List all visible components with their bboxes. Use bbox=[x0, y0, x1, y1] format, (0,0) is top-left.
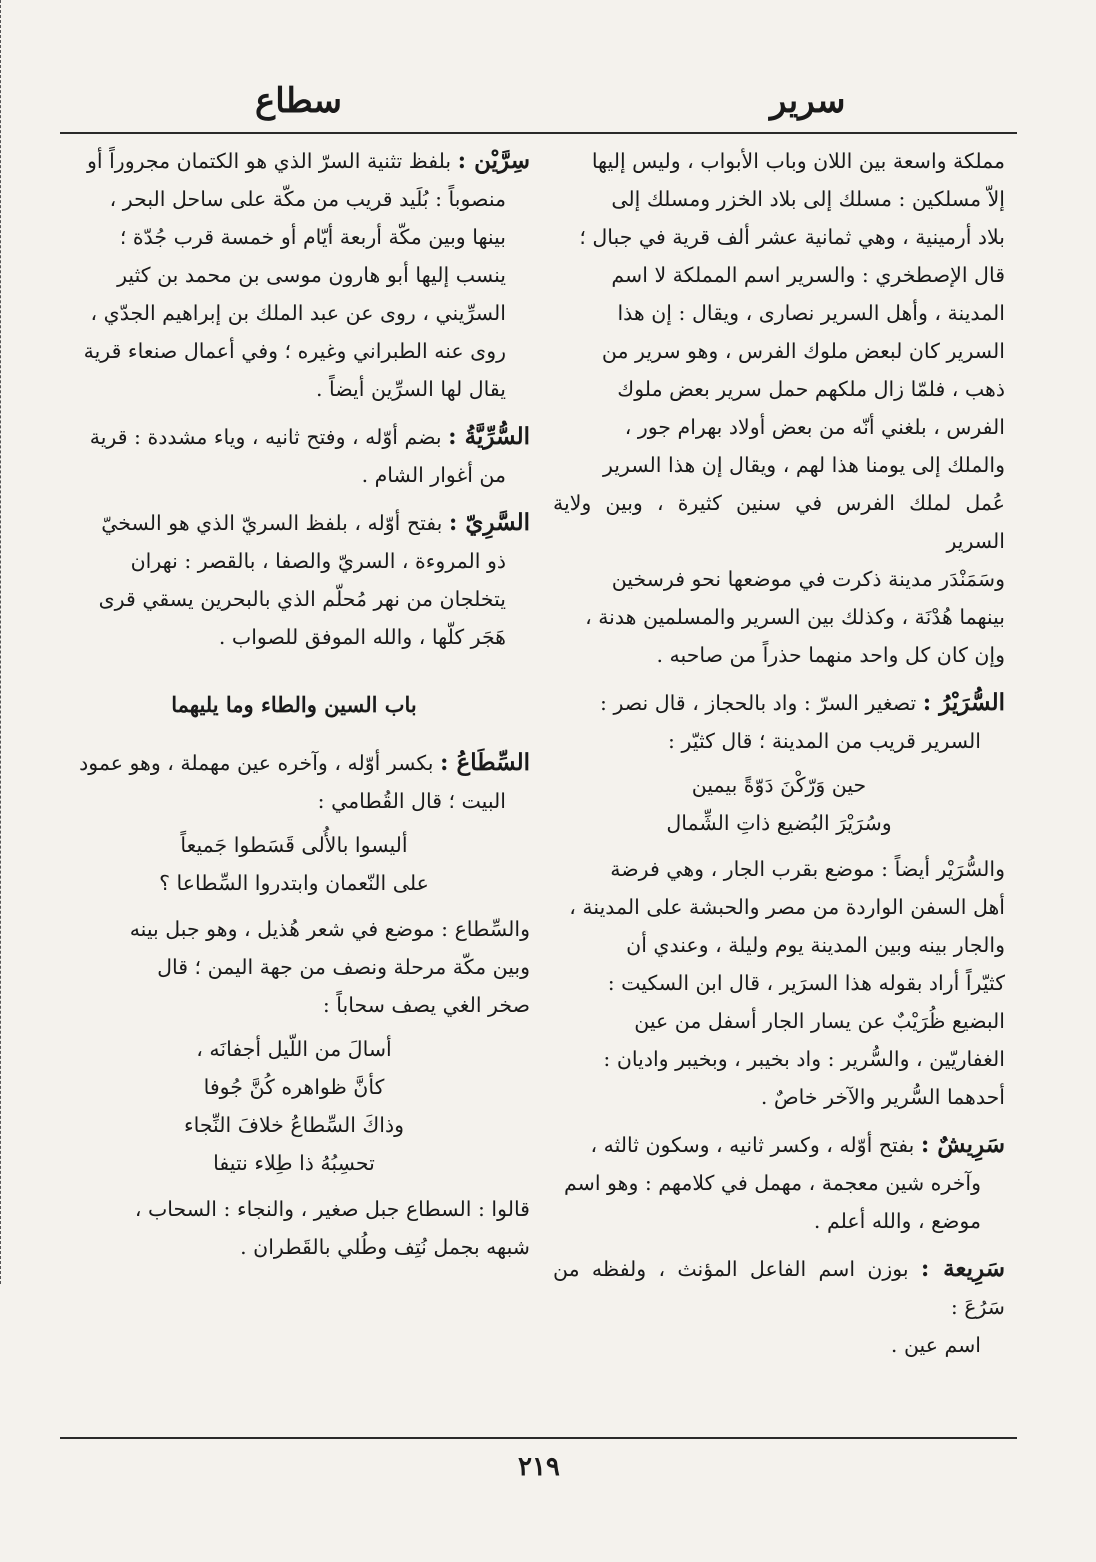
verse-line: أسالَ من اللّيل أجفانَه ، bbox=[196, 1037, 392, 1061]
text-line: والسِّطاع : موضع في شعر هُذيل ، وهو جبل بينه bbox=[129, 917, 530, 941]
verse-line: وذاكَ السِّطاعُ خلافَ النِّجاء bbox=[183, 1113, 405, 1137]
verse bbox=[58, 826, 530, 902]
text-line: قالوا : السطاع جبل صغير ، والنجاء : السحاب ، bbox=[134, 1197, 530, 1221]
text-line: بلفظ تثنية السرّ الذي هو الكتمان مجروراً أو bbox=[86, 149, 452, 173]
entry-sarir-continued bbox=[553, 142, 1005, 674]
text-line: موضع ، والله أعلم . bbox=[813, 1209, 981, 1233]
text-line: بفتح أوّله ، وكسر ثانيه ، وسكون ثالثه ، bbox=[590, 1133, 915, 1157]
text-line: وسَمَنْدَر مدينة ذكرت في موضعها نحو فرسخين bbox=[611, 567, 1005, 591]
entry-suraiyr bbox=[553, 684, 1005, 1116]
text-line: عُمل لملك الفرس في سنين كثيرة ، وبين ولاية السرير bbox=[553, 491, 1005, 553]
text-line: السرير قريب من المدينة ؛ قال كثيّر : bbox=[668, 729, 981, 753]
text-line: والسُّرَيْر أيضاً : موضع بقرب الجار ، وهي فرضة bbox=[610, 857, 1005, 881]
text-line: بكسر أوّله ، وآخره عين مهملة ، وهو عمود bbox=[79, 751, 434, 775]
verse-line: وسُرَيْرَ البُضيع ذاتِ الشِّمال bbox=[666, 811, 892, 835]
column-divider bbox=[0, 0, 1, 1284]
text-line: بلاد أرمينية ، وهي ثمانية عشر ألف قرية في جبال ؛ bbox=[579, 225, 1005, 249]
entry-first-line bbox=[553, 684, 1005, 722]
text-line: وإن كان كل واحد منهما حذراً من صاحبه . bbox=[656, 643, 1005, 667]
text-line: ذهب ، فلمّا زال ملكهم حمل سرير بعض ملوك bbox=[617, 377, 1005, 401]
verse bbox=[58, 1030, 530, 1182]
text-line: بفتح أوّله ، بلفظ السريّ الذي هو السخيّ bbox=[101, 511, 443, 535]
text-line: البضيع ظُرَيْبٌ عن يسار الجار أسفل من عين bbox=[634, 1009, 1005, 1033]
text-line: قال الإصطخري : والسرير اسم المملكة لا اسم bbox=[611, 263, 1005, 287]
text-line: يتخلجان من نهر مُحلّم الذي بالبحرين يسقي قرى bbox=[98, 587, 506, 611]
verse-line: أليسوا بالأُلى قَسَطوا جَميعاً bbox=[180, 833, 408, 857]
text-line: أهل السفن الواردة من مصر والحبشة على المدينة ، bbox=[569, 895, 1005, 919]
verse-line: حين وَرّكْنَ دَوّةً بيمين bbox=[691, 773, 867, 797]
text-line: الغفاريّين ، والسُّرير : واد بخيبر ، وبخيبر واديان : bbox=[603, 1047, 1005, 1071]
entry-first-line bbox=[553, 1250, 1005, 1326]
text-line: كثيّراً أراد بقوله هذا السرَير ، قال ابن السكيت : bbox=[607, 971, 1005, 995]
text-line: صخر الغي يصف سحاباً : bbox=[322, 993, 530, 1017]
headword: سَرِيشٌ : bbox=[920, 1131, 1005, 1158]
headword: السِّطَاعُ : bbox=[439, 749, 530, 776]
text-line: يقال لها السرِّين أيضاً . bbox=[315, 377, 506, 401]
text-line: السرير كان لبعض ملوك الفرس ، وهو سرير من bbox=[601, 339, 1005, 363]
entry-sariah bbox=[553, 1250, 1005, 1364]
text-line: هَجَر كلّها ، والله الموفق للصواب . bbox=[218, 625, 506, 649]
text-line: تصغير السرّ : واد بالحجاز ، قال نصر : bbox=[600, 691, 917, 715]
entry-first-line bbox=[553, 1126, 1005, 1164]
running-header-right: سرير bbox=[770, 81, 846, 121]
right-column bbox=[553, 142, 1005, 1432]
entry-sirrain bbox=[58, 142, 530, 408]
text-line: أحدهما السُّرير والآخر خاصٌ . bbox=[760, 1085, 1005, 1109]
text-line: البيت ؛ قال القُطامي : bbox=[317, 789, 506, 813]
text-line: بينها وبين مكّة أربعة أيّام أو خمسة قرب جُدّة ؛ bbox=[119, 225, 506, 249]
text-line: والملك إلى يومنا هذا لهم ، ويقال إن هذا السرير bbox=[602, 453, 1005, 477]
page-number: ٢١٩ bbox=[518, 1452, 560, 1482]
text-line: مملكة واسعة بين اللان وباب الأبواب ، وليس إليها bbox=[591, 149, 1005, 173]
text-line: ذو المروءة ، السريّ والصفا ، بالقصر : نهران bbox=[130, 549, 506, 573]
text-line: المدينة ، وأهل السرير نصارى ، ويقال : إن هذا bbox=[617, 301, 1005, 325]
text-line: الفرس ، بلغني أنّه من بعض أولاد بهرام جور ، bbox=[624, 415, 1005, 439]
text-line: اسم عين . bbox=[890, 1333, 981, 1357]
verse-line: تحسِبُهُ ذا طِلاء نتيفا bbox=[213, 1151, 375, 1175]
text-line: وآخره شين معجمة ، مهمل في كلامهم : وهو اسم bbox=[564, 1171, 981, 1195]
text-line: من أغوار الشام . bbox=[361, 463, 506, 487]
running-header-left: سطاع bbox=[255, 81, 343, 121]
text-line: بوزن اسم الفاعل المؤنث ، ولفظه من سَرُعَ : bbox=[553, 1257, 1005, 1319]
entry-first-line bbox=[58, 744, 530, 782]
verse-line: على النّعمان وابتدروا السِّطاعا ؟ bbox=[159, 871, 429, 895]
headword: السَّرِيّ : bbox=[448, 509, 530, 536]
entry-sarish bbox=[553, 1126, 1005, 1240]
top-rule bbox=[60, 132, 1017, 134]
headword: السُّرَيْرُ : bbox=[922, 689, 1005, 716]
text-line: والجار بينه وبين المدينة يوم وليلة ، وعندي أن bbox=[626, 933, 1005, 957]
verse bbox=[553, 766, 1005, 842]
text-line: روى عنه الطبراني وغيره ؛ وفي أعمال صنعاء قرية bbox=[83, 339, 506, 363]
entry-first-line bbox=[58, 142, 530, 180]
headword: سَرِيعة : bbox=[920, 1255, 1005, 1282]
left-column bbox=[58, 142, 530, 1432]
text-line: منصوباً : بُلَيد قريب من مكّة على ساحل البحر ، bbox=[109, 187, 506, 211]
text-line: إلاّ مسلكين : مسلك إلى بلاد الخزر ومسلك إلى bbox=[611, 187, 1005, 211]
headword: سِرَّيْن : bbox=[457, 147, 530, 174]
text-line: شبهه بجمل نُتِف وطُلي بالقَطران . bbox=[240, 1235, 530, 1259]
section-heading: باب السين والطاء وما يليهما bbox=[171, 692, 417, 717]
entry-first-line bbox=[58, 504, 530, 542]
text-line: السرِّيني ، روى عن عبد الملك بن إبراهيم الجدّي ، bbox=[90, 301, 506, 325]
text-line: بينهما هُدْنَة ، وكذلك بين السرير والمسلمين هدنة ، bbox=[585, 605, 1005, 629]
verse-line: كأنَّ ظواهره كُنَّ جُوفا bbox=[203, 1075, 385, 1099]
text-line: ينسب إليها أبو هارون موسى بن محمد بن كثير bbox=[117, 263, 506, 287]
entry-surriyya bbox=[58, 418, 530, 494]
entry-sitaa bbox=[58, 744, 530, 1266]
entry-first-line bbox=[58, 418, 530, 456]
text-line: بضم أوّله ، وفتح ثانيه ، وياء مشددة : قرية bbox=[89, 425, 442, 449]
text-line: وبين مكّة مرحلة ونصف من جهة اليمن ؛ قال bbox=[157, 955, 530, 979]
bottom-rule bbox=[60, 1437, 1017, 1439]
headword: السُّرِّيَّةُ : bbox=[448, 423, 530, 450]
entry-sariyy bbox=[58, 504, 530, 656]
